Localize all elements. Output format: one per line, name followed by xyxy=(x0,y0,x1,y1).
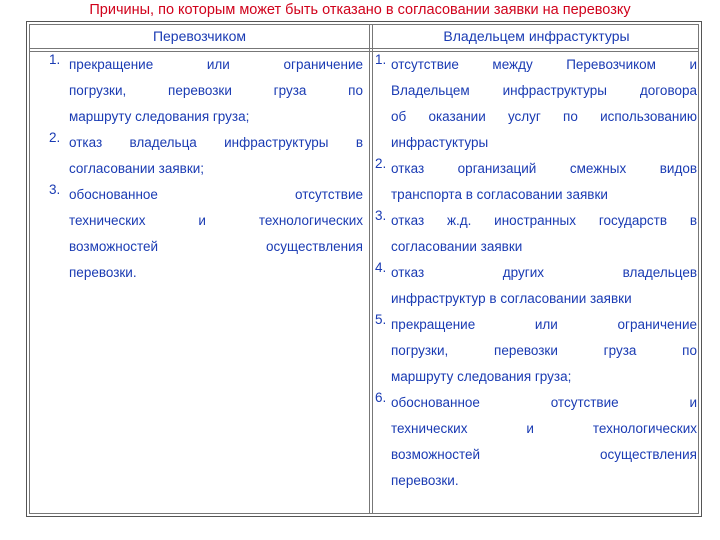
item-text-line: обоснованное отсутствие xyxy=(69,187,363,202)
item-number: 2. xyxy=(375,156,387,171)
item-text-line: технических и технологических xyxy=(391,421,697,436)
item-number: 4. xyxy=(375,260,387,275)
column-divider xyxy=(372,24,373,514)
item-text-line: обоснованное отсутствие и xyxy=(391,395,697,410)
list-item xyxy=(375,390,697,494)
item-text-line: Владельцем инфраструктуры договора xyxy=(391,83,697,98)
list-item xyxy=(41,52,363,130)
item-text-line: прекращение или ограничение xyxy=(391,317,697,332)
item-text-line: транспорта в согласовании заявки xyxy=(391,187,608,202)
item-number: 2. xyxy=(49,130,61,145)
list-item xyxy=(41,182,363,286)
item-text-line: перевозки. xyxy=(391,473,459,488)
item-text-line: погрузки, перевозки груза по xyxy=(391,343,697,358)
item-number: 3. xyxy=(375,208,387,223)
item-number: 3. xyxy=(49,182,61,197)
list-item xyxy=(375,312,697,390)
item-text-line: инфрастуктуры xyxy=(391,135,489,150)
reasons-table xyxy=(26,21,702,517)
item-text-line: погрузки, перевозки груза по xyxy=(69,83,363,98)
item-text-line: технических и технологических xyxy=(69,213,363,228)
item-text-line: инфраструктур в согласовании заявки xyxy=(391,291,632,306)
column-divider xyxy=(369,24,370,514)
header-infrastructure-owner: Владельцем инфрастуктуры xyxy=(443,28,630,44)
item-text-line: отсутствие между Перевозчиком и xyxy=(391,57,697,72)
item-text-line: согласовании заявки; xyxy=(69,161,205,176)
item-number: 1. xyxy=(49,52,61,67)
item-text-line: об оказании услуг по использованию xyxy=(391,109,697,124)
item-number: 6. xyxy=(375,390,387,405)
item-text-line: перевозки. xyxy=(69,265,137,280)
header-divider xyxy=(29,48,699,49)
list-item xyxy=(41,130,363,182)
item-text-line: маршруту следования груза; xyxy=(391,369,572,384)
item-text-line: отказ организаций смежных видов xyxy=(391,161,697,176)
item-number: 1. xyxy=(375,52,387,67)
item-text-line: отказ владельца инфраструктуры в xyxy=(69,135,363,150)
infrastructure-reasons-list xyxy=(375,52,697,494)
item-text-line: отказ других владельцев xyxy=(391,265,697,280)
item-number: 5. xyxy=(375,312,387,327)
list-item xyxy=(375,156,697,208)
item-text-line: маршруту следования груза; xyxy=(69,109,250,124)
carrier-reasons-list xyxy=(41,52,363,286)
item-text-line: прекращение или ограничение xyxy=(69,57,363,72)
list-item xyxy=(375,260,697,312)
item-text-line: возможностей осуществления xyxy=(69,239,363,254)
list-item xyxy=(375,52,697,156)
item-text-line: согласовании заявки xyxy=(391,239,523,254)
list-item xyxy=(375,208,697,260)
item-text-line: отказ ж.д. иностранных государств в xyxy=(391,213,697,228)
page-title: Причины, по которым может быть отказано в согласовании заявки на перевозку xyxy=(89,2,631,18)
header-carrier: Перевозчиком xyxy=(152,28,247,44)
item-text-line: возможностей осуществления xyxy=(391,447,697,462)
